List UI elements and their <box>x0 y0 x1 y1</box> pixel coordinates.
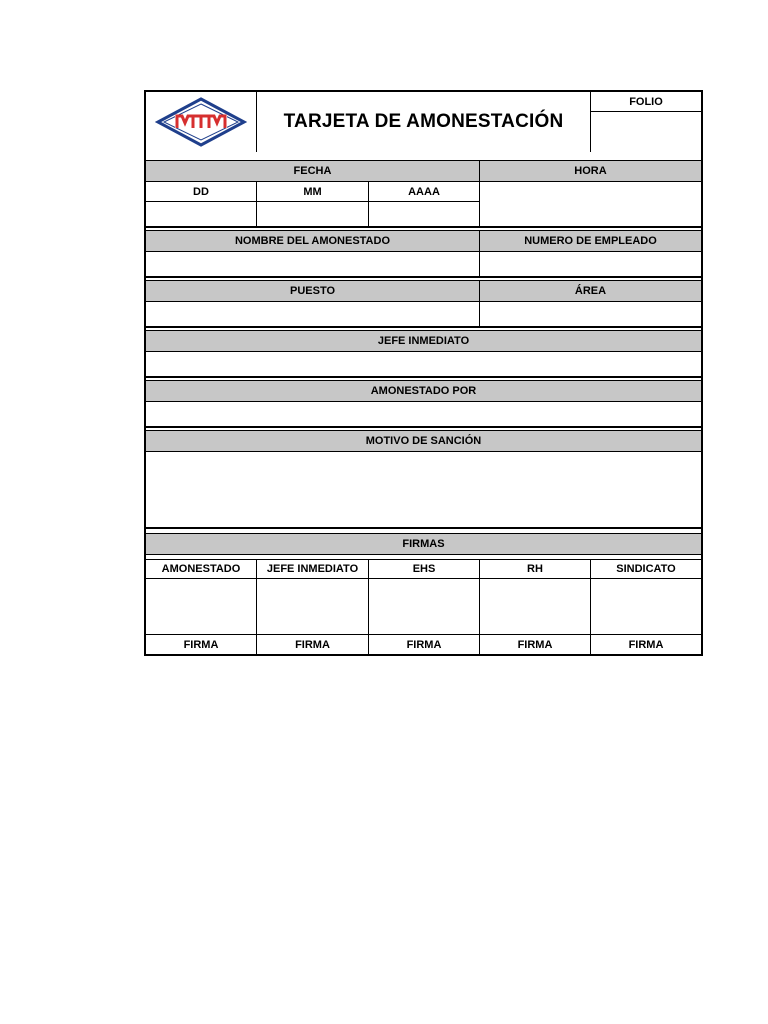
firma-col-amonestado: AMONESTADO <box>146 559 257 579</box>
nombre-field[interactable] <box>146 252 480 278</box>
logo-box <box>146 92 257 152</box>
firma-box-jefe[interactable] <box>257 579 369 635</box>
fecha-dd-label: DD <box>146 182 257 202</box>
firma-col-jefe: JEFE INMEDIATO <box>257 559 369 579</box>
area-field[interactable] <box>480 302 701 328</box>
jefe-field[interactable] <box>146 352 701 378</box>
firma-col-rh: RH <box>480 559 591 579</box>
firma-box-amonestado[interactable] <box>146 579 257 635</box>
firma-box-rh[interactable] <box>480 579 591 635</box>
fecha-dd-field[interactable] <box>146 202 257 228</box>
folio-field[interactable] <box>591 112 701 152</box>
amonestado-por-label: AMONESTADO POR <box>146 380 701 402</box>
fecha-aaaa-field[interactable] <box>369 202 480 228</box>
hora-label: HORA <box>574 165 607 177</box>
numero-field[interactable] <box>480 252 701 278</box>
fecha-aaaa-label: AAAA <box>369 182 480 202</box>
area-label: ÁREA <box>574 285 607 297</box>
nombre-label: NOMBRE DEL AMONESTADO <box>146 231 480 251</box>
firma-col-sindicato: SINDICATO <box>591 559 701 579</box>
fecha-mm-label: MM <box>257 182 369 202</box>
folio-label: FOLIO <box>591 92 701 112</box>
hora-field[interactable] <box>480 182 701 228</box>
amonestado-por-field[interactable] <box>146 402 701 428</box>
jefe-label: JEFE INMEDIATO <box>146 330 701 352</box>
fecha-mm-field[interactable] <box>257 202 369 228</box>
firmas-label: FIRMAS <box>146 533 701 555</box>
firma-col-ehs: EHS <box>369 559 480 579</box>
fecha-label: FECHA <box>146 161 480 181</box>
firma-box-sindicato[interactable] <box>591 579 701 635</box>
motivo-label: MOTIVO DE SANCIÓN <box>146 430 701 452</box>
motivo-field[interactable] <box>146 452 701 529</box>
firma-label-jefe: FIRMA <box>257 635 369 654</box>
firma-label-amonestado: FIRMA <box>146 635 257 654</box>
numero-label: NUMERO DE EMPLEADO <box>524 235 657 247</box>
form-title: TARJETA DE AMONESTACIÓN <box>257 92 591 152</box>
puesto-label: PUESTO <box>146 281 480 301</box>
firma-label-sindicato: FIRMA <box>628 638 664 651</box>
firma-box-ehs[interactable] <box>369 579 480 635</box>
mtm-logo <box>155 96 247 148</box>
firma-label-rh: FIRMA <box>480 635 591 654</box>
amonestacion-form <box>144 90 703 656</box>
firma-label-ehs: FIRMA <box>369 635 480 654</box>
puesto-field[interactable] <box>146 302 480 328</box>
